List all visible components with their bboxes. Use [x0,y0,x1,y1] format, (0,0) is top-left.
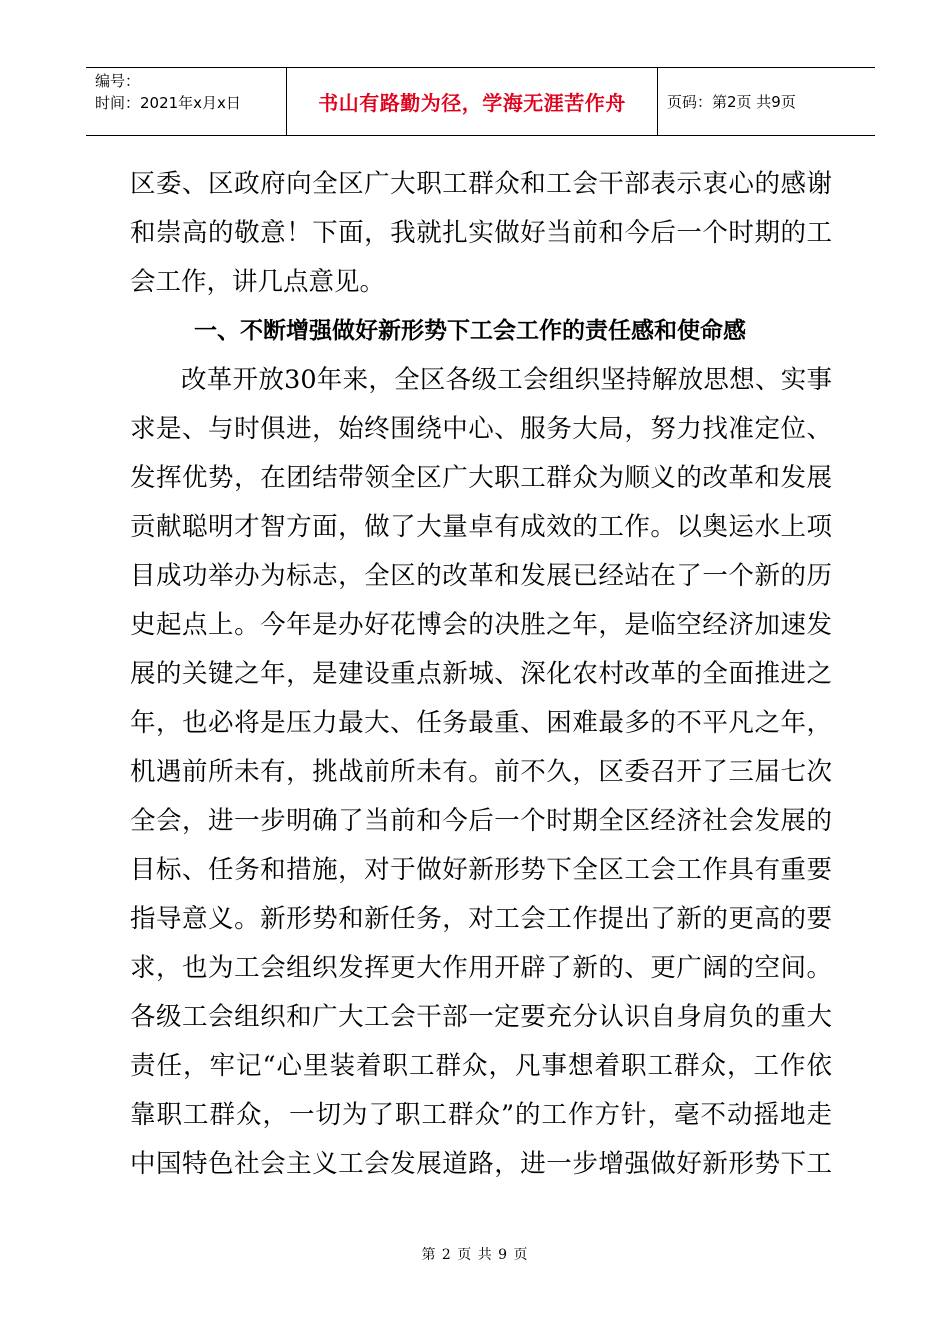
header-meta [86,68,286,135]
section-heading: 一、不断增强做好新形势下工会工作的责任感和使命感 [194,318,746,344]
body-line: 贡献聪明才智方面，做了大量卓有成效的工作。以奥运水上项 [130,512,832,542]
document-body [130,160,832,1189]
body-line: 展的关键之年，是建设重点新城、深化农村改革的全面推进之 [130,659,832,689]
body-line: 年，也必将是压力最大、任务最重、困难最多的不平凡之年， [130,708,832,738]
body-line: 改革开放30年来，全区各级工会组织坚持解放思想、实事 [181,365,832,395]
body-line: 指导意义。新形势和新任务，对工会工作提出了新的更高的要 [130,904,832,934]
number-label: 编号： [95,72,141,90]
header-motto-cell [286,68,658,135]
body-line: 史起点上。今年是办好花博会的决胜之年，是临空经济加速发 [130,610,832,640]
body-line: 区委、区政府向全区广大职工群众和工会干部表示衷心的感谢 [130,169,832,199]
body-line: 靠职工群众，一切为了职工群众”的工作方针，毫不动摇地走 [130,1100,832,1130]
page-info: 页码：第2页 共9页 [667,93,796,111]
time-label: 时间：2021年x月x日 [95,94,241,112]
document-header [86,67,875,136]
body-line: 中国特色社会主义工会发展道路，进一步增强做好新形势下工 [130,1149,832,1179]
body-line: 全会，进一步明确了当前和今后一个时期全区经济社会发展的 [130,806,832,836]
page-footer: 第 2 页 共 9 页 [421,1247,529,1263]
body-line: 和崇高的敬意！下面，我就扎实做好当前和今后一个时期的工 [130,218,832,248]
body-line: 机遇前所未有，挑战前所未有。前不久，区委召开了三届七次 [130,757,832,787]
body-line: 求是、与时俱进，始终围绕中心、服务大局，努力找准定位、 [130,414,832,444]
body-line: 求，也为工会组织发挥更大作用开辟了新的、更广阔的空间。 [130,953,832,983]
header-page-cell [658,68,875,135]
motto-text: 书山有路勤为径，学海无涯苦作舟 [318,91,626,115]
body-line: 责任，牢记“心里装着职工群众，凡事想着职工群众，工作依 [130,1051,832,1081]
body-line: 目标、任务和措施，对于做好新形势下全区工会工作具有重要 [130,855,832,885]
body-line: 会工作，讲几点意见。 [130,267,386,297]
body-line: 目成功举办为标志，全区的改革和发展已经站在了一个新的历 [130,561,832,591]
body-line: 发挥优势，在团结带领全区广大职工群众为顺义的改革和发展 [130,463,832,493]
body-line: 各级工会组织和广大工会干部一定要充分认识自身肩负的重大 [130,1002,832,1032]
